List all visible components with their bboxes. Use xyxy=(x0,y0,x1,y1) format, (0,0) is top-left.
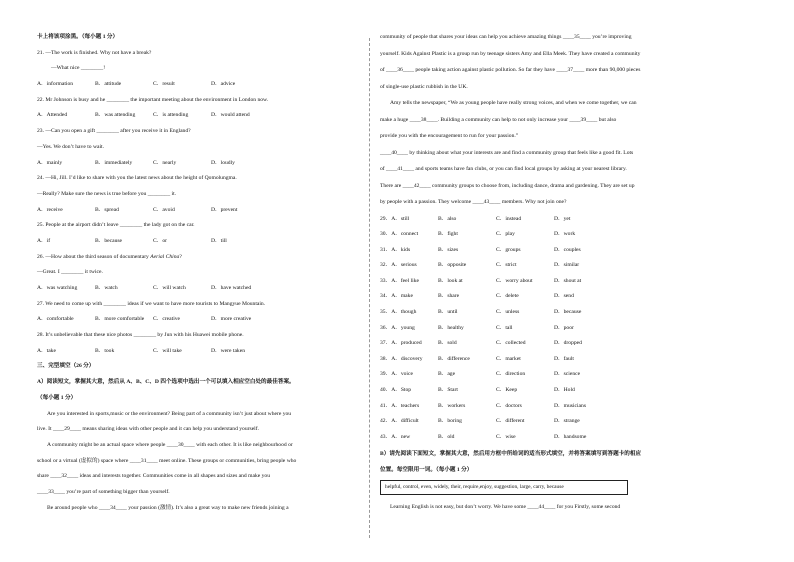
option-c: C．different xyxy=(496,418,525,425)
option-a: 40．A．Stop xyxy=(380,387,412,394)
option-b: B．because xyxy=(95,237,123,244)
option-a: 32．A．serious xyxy=(380,262,417,269)
option-c: C．instead xyxy=(496,215,522,222)
option-a: 29．A．still xyxy=(380,215,410,222)
section-a-instruction: A）阅读短文，掌握其大意，然后从 A、B、C、D 四个选项中选出一个可以填入相应空白处的最佳答案。 xyxy=(37,379,295,386)
option-d: D．science xyxy=(554,371,581,378)
option-c: C．will take xyxy=(153,347,182,354)
option-b: B．share xyxy=(438,293,460,300)
question-options-row xyxy=(380,387,730,403)
option-d: D．strange xyxy=(554,418,580,425)
option-d: D．musicians xyxy=(554,402,587,409)
option-a: 37．A．produced xyxy=(380,340,422,347)
option-c: C．nearly xyxy=(153,159,177,166)
question-27-options xyxy=(37,316,377,323)
option-c: C．creative xyxy=(153,316,181,323)
option-c: C．wise xyxy=(496,433,516,440)
option-c: C．doctors xyxy=(496,402,522,409)
option-b: B．boring xyxy=(438,418,462,425)
option-d: D．work xyxy=(554,231,576,238)
option-a: A．take xyxy=(37,347,56,354)
option-c: C．tall xyxy=(496,324,513,331)
option-d: D．dropped xyxy=(554,340,582,347)
section-three-heading: 三、完型填空（26 分） xyxy=(37,363,95,370)
question-options-row xyxy=(380,418,730,434)
option-a: 39．A．voice xyxy=(380,371,413,378)
option-b: B．fight xyxy=(438,231,458,238)
option-a: A．if xyxy=(37,237,51,244)
option-c: C．collected xyxy=(496,340,526,347)
option-a: 36．A．young xyxy=(380,324,415,331)
passage-line: ____33____ you’re part of something bigger than yourself. xyxy=(37,488,170,495)
option-b: B．took xyxy=(95,347,115,354)
question-options-row xyxy=(380,278,730,294)
option-b: B．sold xyxy=(438,340,457,347)
question-options-row xyxy=(380,356,730,372)
option-c: C．or xyxy=(153,237,167,244)
option-a: A．receive xyxy=(37,206,63,213)
question-options-row xyxy=(380,293,730,309)
option-d: D．handsome xyxy=(554,433,587,440)
option-b: B．Start xyxy=(438,387,458,394)
option-d: D．advice xyxy=(211,81,236,88)
passage-line: Are you interested in sports,music or the environment? Being part of a community isn’t just about where you xyxy=(47,410,292,417)
option-d: D．prevent xyxy=(211,206,238,213)
option-a: A．Attended xyxy=(37,112,68,119)
option-c: C．play xyxy=(496,231,515,238)
passage-line: provide you with the encouragement to run for your passion.” xyxy=(380,133,519,139)
question-25-options xyxy=(37,238,377,245)
option-b: B．old xyxy=(438,433,455,440)
question-21: 21. —The work is finished. Why not have a break? xyxy=(37,49,152,56)
question-23-dialog: —Yes. We don’t have to wait. xyxy=(37,143,104,150)
passage-line: of ____36____ people taking action against plastic pollution. So far they have ____37____ more than 90,000 pieces xyxy=(380,67,641,73)
option-a: A．comfortable xyxy=(37,316,74,323)
option-b: B．spread xyxy=(95,206,119,213)
documentary-title: Aerial China xyxy=(150,253,180,260)
option-c: C．will watch xyxy=(153,285,186,291)
passage-line: of ____41____ and sports teams have fan clubs, or you can find local groups by asking at your nearest library. xyxy=(380,166,627,172)
option-d: D．Hold xyxy=(554,387,575,394)
passage-line: ____40____ by thinking about what your interests are and find a community group that feels like a good fit. Lots xyxy=(380,149,634,156)
question-27: 27. We need to come up with ________ ideas if we want to have more tourists to Mangyue Mountain. xyxy=(37,300,266,307)
passage-line: Amy tells the newspaper, “We as young people have really strong voices, and when we come together, we can xyxy=(390,100,637,106)
option-c: C．unless xyxy=(496,309,520,316)
option-d: D．till xyxy=(211,237,227,244)
question-21-options xyxy=(37,81,377,88)
option-a: 34．A．make xyxy=(380,293,413,300)
question-options-row xyxy=(380,247,730,263)
option-a: 30．A．connect xyxy=(380,231,419,238)
option-b: B．also xyxy=(438,215,457,222)
option-d: D．were taken xyxy=(211,347,246,354)
option-a: 31．A．kids xyxy=(380,246,411,253)
passage-line: community of people that shares your ideas can help you achieve amazing things ____35____ you’re improving xyxy=(380,34,632,40)
question-24-dialog: —Really? Make sure the news is true before you ________ it. xyxy=(37,190,177,197)
word-bank-box: helpful, control, even, widely, their, require,enjoy, suggestion, large, carry, because xyxy=(380,480,628,495)
passage-line: Learning English is not easy, but don’t worry. We have some ____44____ for you Firstly, some second xyxy=(390,503,621,510)
option-d: D．have watched xyxy=(211,285,252,291)
option-d: D．poor xyxy=(554,324,574,331)
option-a: A．information xyxy=(37,81,74,88)
question-23: 23. —Can you open a gift ________ after you receive it in England? xyxy=(37,128,191,135)
passage-line: A community might be an actual space where people ____30____ with each other. It is like neighbourhood or xyxy=(47,441,293,448)
question-26-options xyxy=(37,285,377,292)
passage-line: make a huge ____38____. Building a community can help to not only increase your ____39____ but also xyxy=(380,116,617,123)
option-b: B．difference xyxy=(438,355,470,362)
question-options-row xyxy=(380,231,730,247)
question-options-row xyxy=(380,434,730,450)
option-d: D．yet xyxy=(554,215,571,222)
option-c: C．direction xyxy=(496,371,526,378)
option-d: D．loudly xyxy=(211,159,235,166)
option-d: D．because xyxy=(554,309,582,316)
option-a: 41．A．teachers xyxy=(380,402,420,409)
passage-line: There are ____42____ community groups to choose from, including dance, drama and gardening. They are set up xyxy=(380,182,635,189)
question-22: 22. Mr Johnson is busy and he ________ the important meeting about the environment in London now. xyxy=(37,96,269,103)
option-c: C．groups xyxy=(496,246,521,253)
question-26-text: 26. —How about the third season of documentary xyxy=(37,253,151,260)
option-b: B．watch xyxy=(95,285,118,291)
option-d: D．send xyxy=(554,293,574,300)
option-b: B．look at xyxy=(438,277,463,284)
section-a-points: （每小题 1 分） xyxy=(37,394,77,401)
option-d: D．couples xyxy=(554,246,581,253)
answer-options-list xyxy=(380,216,730,450)
question-28-options xyxy=(37,348,377,355)
option-d: D．more creative xyxy=(211,316,252,323)
question-23-options xyxy=(37,160,377,167)
option-a: 35．A．though xyxy=(380,309,417,316)
option-b: B．opposite xyxy=(438,262,467,269)
option-a: 43．A．new xyxy=(380,433,411,440)
option-c: C．delete xyxy=(496,293,519,300)
option-b: B．immediately xyxy=(95,159,133,166)
right-column xyxy=(380,34,730,511)
passage-line: of single-use plastic rubbish in the UK. xyxy=(380,83,468,90)
passage-line: share ____32____ ideas and interests together. Communities come in all shapes and sizes and make you xyxy=(37,473,271,480)
option-c: C．result xyxy=(153,81,175,88)
option-b: B．more comfortable xyxy=(95,316,145,323)
left-column xyxy=(37,34,377,512)
option-d: D．similar xyxy=(554,262,580,269)
option-b: B．healthy xyxy=(438,324,464,331)
question-options-row xyxy=(380,325,730,341)
option-b: B．workers xyxy=(438,402,466,409)
question-26-mark: ? xyxy=(179,253,182,260)
option-b: B．was attending xyxy=(95,112,136,119)
passage-line: by people with a passion. They welcome ____43____ members. Why not join one? xyxy=(380,199,567,205)
question-26-dialog: —Great. I ________ it twice. xyxy=(37,269,103,276)
passage-line: Be around people who ____34____ your passion (激情). It’s also a great way to make new friends joining a xyxy=(47,504,289,511)
question-options-row xyxy=(380,371,730,387)
section-instruction: 卡上将该项涂黑。（每小题 1 分） xyxy=(37,34,119,40)
option-c: C．avoid xyxy=(153,206,175,213)
question-options-row xyxy=(380,262,730,278)
question-25: 25. People at the airport didn’t leave ________ the lady got on the car. xyxy=(37,222,195,229)
question-22-options xyxy=(37,112,377,119)
option-a: 38．A．discovery xyxy=(380,355,423,362)
option-b: B．attitude xyxy=(95,81,122,88)
option-d: D．fault xyxy=(554,355,574,362)
question-options-row xyxy=(380,216,730,232)
option-c: C．is attending xyxy=(153,112,189,119)
option-b: B．sizes xyxy=(438,246,459,253)
option-a: 42．A．difficult xyxy=(380,418,419,425)
passage-line: school or a virtual (虚拟的) space where ____31____ meet online. These groups or communities, bring people who xyxy=(37,457,297,464)
option-d: D．would attend xyxy=(211,112,250,119)
option-a: 33．A．feel like xyxy=(380,277,419,284)
question-28: 28. It’s unbelievable that these nice photos ________ by Jun with his Huawei mobile phone. xyxy=(37,332,244,339)
question-options-row xyxy=(380,309,730,325)
option-c: C．market xyxy=(496,355,521,362)
section-b-points: 位置。每空限用一词。（每小题 1 分） xyxy=(380,467,473,474)
option-c: C．Keep xyxy=(496,387,518,394)
option-b: B．until xyxy=(438,309,458,316)
question-options-row xyxy=(380,340,730,356)
option-c: C．worry about xyxy=(496,277,533,284)
passage-line: yourself. Kids Against Plastic is a group run by teenage sisters Amy and Ella Meek. They have created a community xyxy=(380,50,641,57)
option-a: A．mainly xyxy=(37,159,63,166)
question-24: 24. —Hi, Jill. I’d like to share with you the latest news about the height of Qomolungma. xyxy=(37,175,237,182)
question-26 xyxy=(37,254,377,261)
option-c: C．strict xyxy=(496,262,517,269)
passage-line: live. It ____29____ means sharing ideas with other people and it can help you understand yourself. xyxy=(37,426,259,433)
section-b-instruction: B）请先阅读下面短文，掌握其大意，然后用方框中所给词的适当形式填空，并将答案填写到答题卡的相应 xyxy=(380,451,642,458)
question-options-row xyxy=(380,403,730,419)
question-21-dialog: —What nice ________! xyxy=(51,65,106,72)
option-b: B．age xyxy=(438,371,456,378)
option-d: D．shout at xyxy=(554,277,582,284)
question-24-options xyxy=(37,207,377,214)
option-a: A．was watching xyxy=(37,285,78,291)
